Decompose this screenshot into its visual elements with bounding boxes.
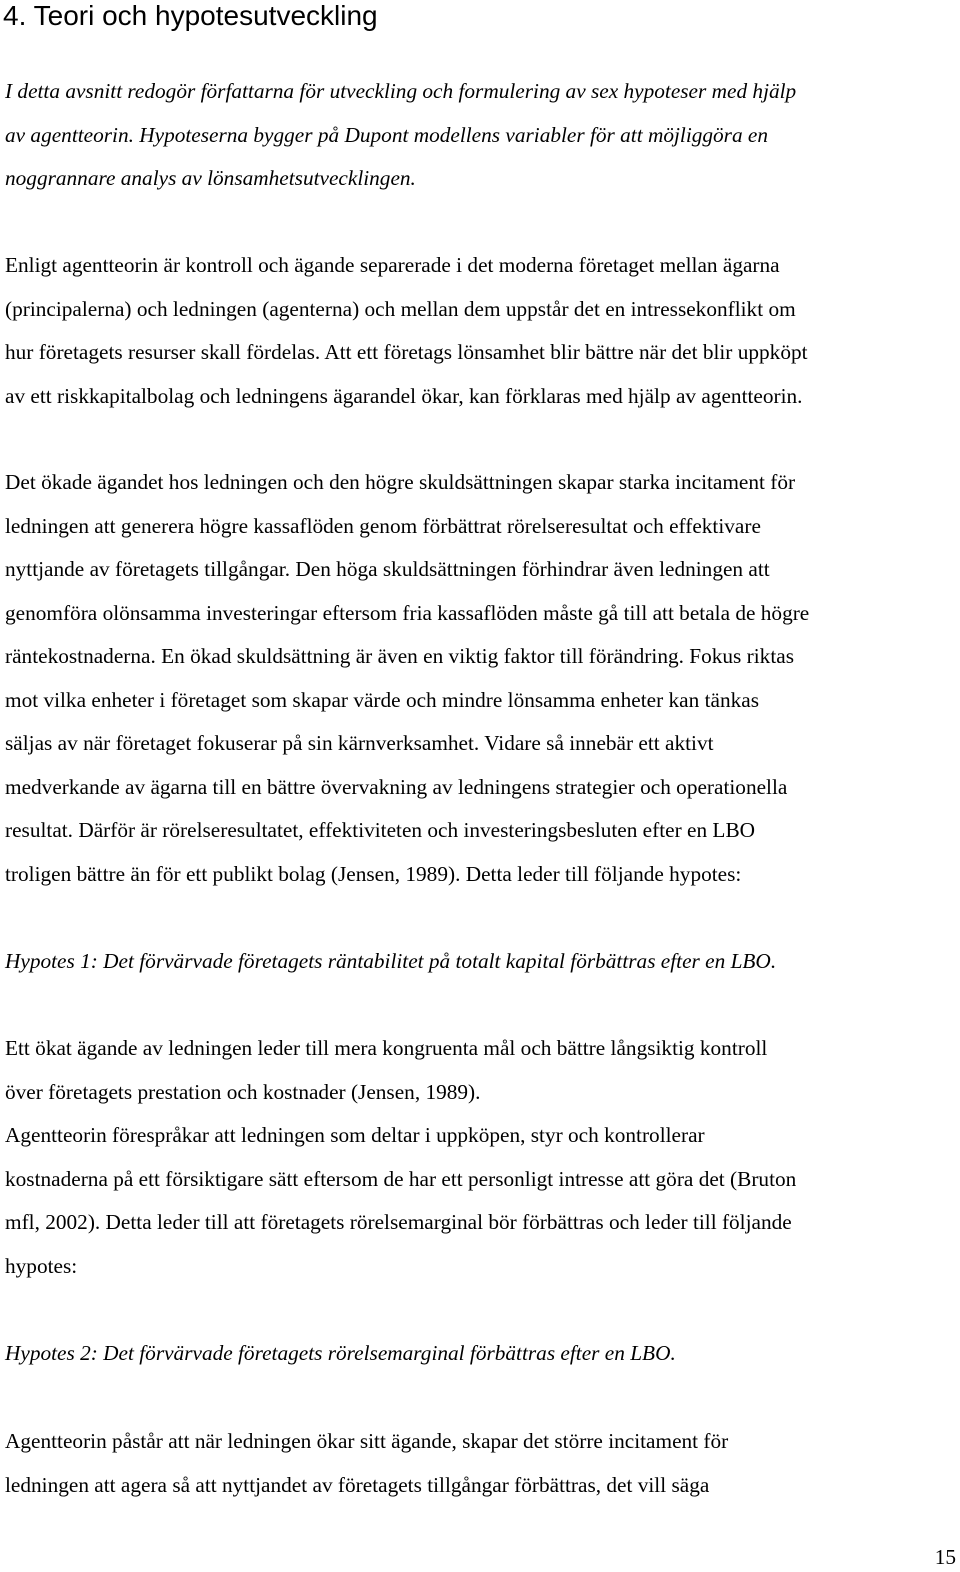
paragraph-line: Det ökade ägandet hos ledningen och den högre skuldsättningen skapar starka incitament för	[5, 470, 796, 494]
paragraph-line: genomföra olönsamma investeringar eftersom fria kassaflöden måste gå till att betala de högre	[5, 600, 810, 625]
paragraph-line: räntekostnaderna. En ökad skuldsättning är även en viktig faktor till förändring. Fokus riktas	[5, 644, 794, 668]
paragraph-line: ledningen att generera högre kassaflöden genom förbättrat rörelseresultat och effektivare	[5, 513, 761, 538]
body-paragraph-2	[5, 461, 960, 896]
hypothesis-2	[5, 1332, 960, 1376]
intro-line: av agentteorin. Hypoteserna bygger på Dupont modellens variabler för att möjliggöra en	[5, 122, 769, 147]
intro-line: noggrannare analys av lönsamhetsutvecklingen.	[5, 166, 416, 190]
section-heading: 4. Teori och hypotesutveckling	[3, 0, 378, 31]
paragraph-line: resultat. Därför är rörelseresultatet, effektiviteten och investeringsbesluten efter en LBO	[5, 818, 756, 842]
paragraph-line: över företagets prestation och kostnader (Jensen, 1989).	[5, 1079, 481, 1104]
hypothesis-text: Hypotes 1: Det förvärvade företagets räntabilitet på totalt kapital förbättras efter en LBO.	[5, 949, 777, 973]
body-paragraph-4	[5, 1420, 960, 1507]
intro-line: I detta avsnitt redogör författarna för utveckling och formulering av sex hypoteser med hjälp	[5, 79, 797, 103]
paragraph-line: av ett riskkapitalbolag och ledningens ägarandel ökar, kan förklaras med hjälp av agentteorin.	[5, 383, 803, 408]
intro-paragraph	[5, 70, 960, 201]
paragraph-line: Agentteorin förespråkar att ledningen som deltar i uppköpen, styr och kontrollerar	[5, 1123, 705, 1147]
paragraph-line: Ett ökat ägande av ledningen leder till mera kongruenta mål och bättre långsiktig kontroll	[5, 1036, 768, 1060]
paragraph-line: Enligt agentteorin är kontroll och ägande separerade i det moderna företaget mellan ägarna	[5, 253, 780, 277]
body-paragraph-1	[5, 244, 960, 418]
paragraph-line: Agentteorin påstår att när ledningen ökar sitt ägande, skapar det större incitament för	[5, 1429, 729, 1453]
page-number: 15	[934, 1545, 956, 1569]
paragraph-line: ledningen att agera så att nyttjandet av företagets tillgångar förbättras, det vill säga	[5, 1472, 710, 1497]
paragraph-line: mfl, 2002). Detta leder till att företagets rörelsemarginal bör förbättras och leder till följande	[5, 1210, 792, 1234]
paragraph-line: troligen bättre än för ett publikt bolag (Jensen, 1989). Detta leder till följande hypotes:	[5, 861, 742, 886]
paragraph-line: medverkande av ägarna till en bättre övervakning av ledningens strategier och operationella	[5, 774, 788, 799]
paragraph-line: hur företagets resurser skall fördelas. Att ett företags lönsamhet blir bättre när det blir uppköpt	[5, 340, 808, 364]
paragraph-line: kostnaderna på ett försiktigare sätt eftersom de har ett personligt intresse att göra det (Bruton	[5, 1166, 797, 1191]
hypothesis-text: Hypotes 2: Det förvärvade företagets rörelsemarginal förbättras efter en LBO.	[5, 1341, 676, 1365]
paragraph-line: hypotes:	[5, 1253, 78, 1278]
hypothesis-1	[5, 940, 960, 984]
paragraph-line: nyttjande av företagets tillgångar. Den höga skuldsättningen förhindrar även ledningen att	[5, 557, 770, 581]
paragraph-line: mot vilka enheter i företaget som skapar värde och mindre lönsamma enheter kan tänkas	[5, 687, 759, 712]
body-paragraph-3	[5, 1027, 960, 1288]
paragraph-line: säljas av när företaget fokuserar på sin kärnverksamhet. Vidare så innebär ett aktivt	[5, 731, 714, 755]
paragraph-line: (principalerna) och ledningen (agenterna) och mellan dem uppstår det en intressekonflikt om	[5, 296, 796, 321]
